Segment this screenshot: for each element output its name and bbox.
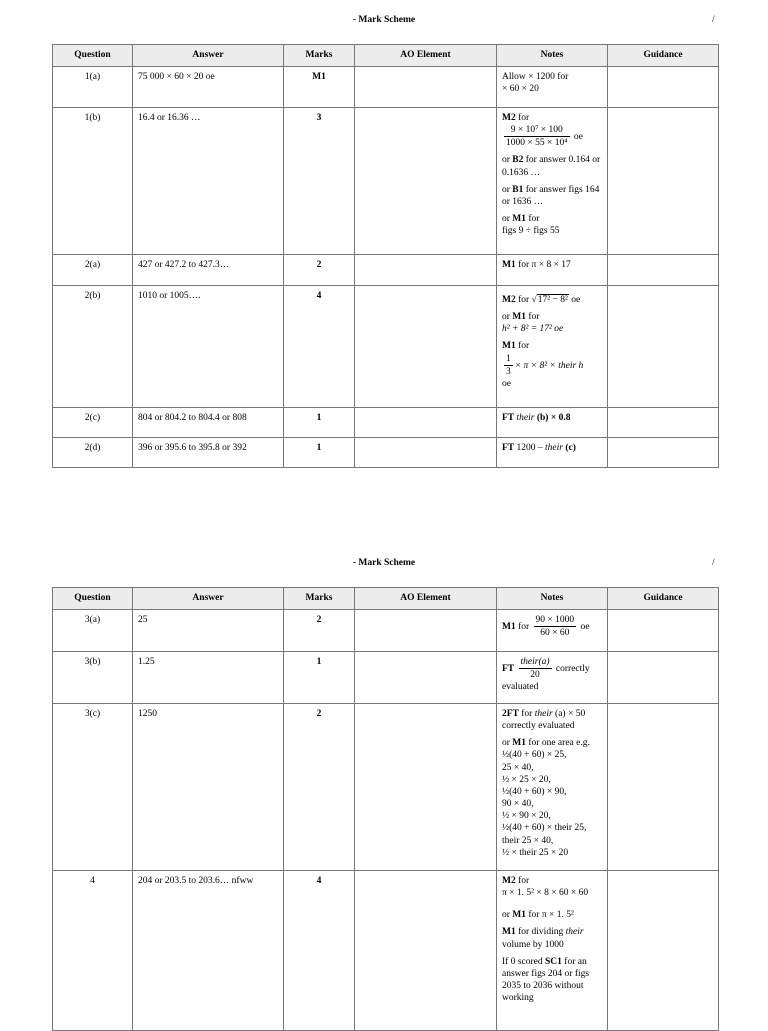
answer-cell: 804 or 804.2 to 804.4 or 808	[133, 408, 284, 438]
ao-cell	[355, 67, 497, 108]
mark-code: M1	[512, 910, 527, 921]
notes-text: for	[528, 910, 540, 921]
fraction-numerator: 90 × 1000	[534, 614, 577, 627]
fraction	[534, 614, 577, 639]
notes-expression: π × 1. 5²	[541, 910, 574, 921]
guidance-cell	[608, 610, 719, 652]
page-header-mark: /	[712, 15, 715, 25]
mark-code: M2	[502, 876, 516, 886]
notes-text: their	[534, 709, 553, 719]
mark-code: M2	[502, 295, 516, 305]
notes-text: their	[565, 927, 584, 938]
col-ao-header: AO Element	[355, 588, 497, 610]
question-cell: 3(b)	[53, 652, 133, 704]
mark-code: M1	[502, 927, 516, 938]
marks-cell: 2	[284, 610, 355, 652]
answer-cell: 204 or 203.5 to 203.6… nfww	[133, 871, 284, 1031]
notes-text: (c)	[565, 443, 576, 453]
ao-cell	[355, 610, 497, 652]
notes-text: for	[518, 113, 530, 123]
notes-text: for	[528, 214, 540, 225]
answer-cell: 396 or 395.6 to 395.8 or 392	[133, 438, 284, 468]
notes-text: oe	[502, 378, 511, 389]
marks-cell: M1	[284, 67, 355, 108]
guidance-cell	[608, 255, 719, 286]
ao-cell	[355, 438, 497, 468]
notes-cell	[497, 871, 608, 1031]
notes-expression: π × 1. 5² × 8 × 60 × 60	[502, 888, 589, 899]
notes-text: for	[528, 312, 540, 323]
guidance-cell	[608, 438, 719, 468]
question-cell: 1(b)	[53, 108, 133, 255]
notes-text: × 60 × 20	[502, 84, 539, 95]
marks-cell: 2	[284, 255, 355, 286]
notes-text: evaluated	[502, 682, 539, 693]
question-cell: 2(c)	[53, 408, 133, 438]
marks-cell: 1	[284, 408, 355, 438]
notes-text: or	[502, 312, 510, 323]
sqrt-symbol: √	[531, 295, 537, 305]
ao-cell	[355, 871, 497, 1031]
notes-text: for an answer figs 204 or figs 2035 to 2036 without working	[502, 956, 590, 1004]
marks-cell: 1	[284, 438, 355, 468]
notes-text: for	[521, 709, 533, 719]
notes-line: 25 × 40,	[502, 762, 534, 773]
mark-code: M1	[502, 621, 516, 632]
notes-text: Allow × 1200 for	[502, 72, 569, 82]
col-notes-header: Notes	[497, 588, 608, 610]
table-row	[53, 438, 719, 468]
notes-text: or	[502, 214, 510, 225]
answer-cell: 1.25	[133, 652, 284, 704]
mark-code: FT	[502, 663, 515, 674]
notes-cell	[497, 438, 608, 468]
notes-line: ½ × their 25 × 20	[502, 847, 569, 858]
answer-cell: 1250	[133, 704, 284, 871]
notes-cell	[497, 704, 608, 871]
notes-text: for π × 8 × 17	[518, 260, 571, 270]
notes-text: their	[545, 443, 563, 453]
answer-cell: 75 000 × 60 × 20 oe	[133, 67, 284, 108]
guidance-cell	[608, 286, 719, 408]
col-answer-header: Answer	[133, 588, 284, 610]
mark-code: 2FT	[502, 709, 519, 719]
answer-cell: 16.4 or 16.36 …	[133, 108, 284, 255]
question-cell: 3(a)	[53, 610, 133, 652]
notes-text: for	[518, 621, 530, 632]
fraction-denominator: 3	[506, 366, 511, 377]
guidance-cell	[608, 408, 719, 438]
notes-text: (a) × 50	[555, 709, 586, 719]
table-row	[53, 652, 719, 704]
ao-cell	[355, 704, 497, 871]
col-guidance-header: Guidance	[608, 45, 719, 67]
notes-text: or	[502, 184, 510, 195]
page-header-mark: /	[712, 558, 715, 568]
notes-cell	[497, 286, 608, 408]
mark-code: M1	[512, 738, 527, 749]
mark-code: FT	[502, 413, 515, 423]
guidance-cell	[608, 704, 719, 871]
notes-line: ½ × 90 × 20,	[502, 811, 551, 822]
notes-cell	[497, 108, 608, 255]
notes-text: volume by 1000	[502, 939, 564, 950]
notes-cell	[497, 652, 608, 704]
mark-code: SC1	[545, 956, 562, 967]
notes-text: correctly evaluated	[502, 721, 575, 732]
notes-text: figs 9 ÷ figs 55	[502, 226, 560, 237]
fraction	[504, 353, 513, 378]
notes-text: oe	[573, 132, 583, 142]
question-cell: 2(d)	[53, 438, 133, 468]
col-question-header: Question	[53, 588, 133, 610]
fraction-numerator: their(a)	[519, 656, 552, 669]
notes-text: for	[518, 876, 530, 886]
ao-cell	[355, 255, 497, 286]
col-ao-header: AO Element	[355, 45, 497, 67]
fraction-denominator: 60 × 60	[540, 628, 570, 639]
col-notes-header: Notes	[497, 45, 608, 67]
table-row	[53, 408, 719, 438]
answer-cell: 25	[133, 610, 284, 652]
marks-cell: 4	[284, 286, 355, 408]
notes-expression: h² + 8² = 17² oe	[502, 324, 564, 335]
notes-text: for	[518, 341, 530, 352]
table-header-row	[53, 45, 719, 67]
notes-text: 1200 –	[516, 443, 543, 453]
marks-cell: 3	[284, 108, 355, 255]
notes-line: ½(40 + 60) × 90,	[502, 786, 567, 797]
notes-text: (b) × 0.8	[536, 413, 571, 423]
table-row	[53, 286, 719, 408]
notes-line: 90 × 40,	[502, 799, 534, 810]
col-marks-header: Marks	[284, 588, 355, 610]
notes-line: ½(40 + 60) × their 25,	[502, 823, 587, 834]
notes-cell	[497, 67, 608, 108]
mark-code: M2	[502, 113, 516, 123]
table-row	[53, 610, 719, 652]
col-guidance-header: Guidance	[608, 588, 719, 610]
mark-scheme-table	[52, 44, 719, 468]
mark-code: FT	[502, 443, 515, 453]
notes-line: ½ × 25 × 20,	[502, 774, 551, 785]
sqrt-expression: 17² − 8²	[537, 295, 568, 305]
fraction	[519, 656, 552, 681]
notes-text: for answer 0.164 or 0.1636 …	[502, 155, 601, 178]
table-row	[53, 255, 719, 286]
ao-cell	[355, 286, 497, 408]
notes-cell	[497, 408, 608, 438]
notes-text: oe	[580, 621, 590, 632]
notes-text: for answer figs 164 or 1636 …	[502, 184, 600, 207]
answer-cell: 427 or 427.2 to 427.3…	[133, 255, 284, 286]
notes-line: their 25 × 40,	[502, 835, 554, 846]
marks-cell: 2	[284, 704, 355, 871]
question-cell: 1(a)	[53, 67, 133, 108]
notes-line: ½(40 + 60) × 25,	[502, 750, 567, 761]
ao-cell	[355, 652, 497, 704]
col-marks-header: Marks	[284, 45, 355, 67]
guidance-cell	[608, 652, 719, 704]
mark-code: M1	[512, 312, 527, 323]
fraction-denominator: 1000 × 55 × 10⁴	[506, 138, 568, 149]
question-cell: 4	[53, 871, 133, 1031]
page-header-title: - Mark Scheme	[352, 558, 416, 568]
notes-text: for one area e.g.	[528, 738, 590, 749]
guidance-cell	[608, 67, 719, 108]
col-question-header: Question	[53, 45, 133, 67]
notes-expression: × π × 8² × their h	[514, 360, 584, 371]
ao-cell	[355, 408, 497, 438]
guidance-cell	[608, 871, 719, 1031]
question-cell: 3(c)	[53, 704, 133, 871]
notes-text: or	[502, 738, 510, 749]
notes-text: for dividing	[518, 927, 564, 938]
notes-text: for	[518, 295, 530, 305]
guidance-cell	[608, 108, 719, 255]
notes-text: or	[502, 155, 510, 166]
mark-code: B2	[512, 155, 524, 166]
notes-text: their	[516, 413, 535, 423]
fraction-denominator: 20	[530, 670, 540, 681]
mark-scheme-table	[52, 587, 719, 1031]
notes-cell	[497, 255, 608, 286]
marks-cell: 1	[284, 652, 355, 704]
page-header-title: - Mark Scheme	[352, 15, 416, 25]
answer-cell: 1010 or 1005….	[133, 286, 284, 408]
ao-cell	[355, 108, 497, 255]
table-row	[53, 67, 719, 108]
col-answer-header: Answer	[133, 45, 284, 67]
mark-code: B1	[512, 184, 524, 195]
notes-text: oe	[571, 295, 581, 305]
marks-cell: 4	[284, 871, 355, 1031]
mark-code: M1	[512, 214, 527, 225]
notes-text: or	[502, 910, 510, 921]
mark-code: M1	[502, 260, 516, 270]
mark-code: M1	[502, 341, 516, 352]
question-cell: 2(a)	[53, 255, 133, 286]
question-cell: 2(b)	[53, 286, 133, 408]
table-row	[53, 871, 719, 1031]
notes-text: If 0 scored	[502, 956, 543, 967]
fraction-numerator: 9 × 10⁷ × 100	[504, 124, 570, 137]
table-header-row	[53, 588, 719, 610]
table-row	[53, 704, 719, 871]
notes-text: correctly	[555, 663, 590, 674]
notes-cell	[497, 610, 608, 652]
table-row	[53, 108, 719, 255]
fraction	[504, 124, 570, 149]
fraction-numerator: 1	[504, 353, 513, 366]
